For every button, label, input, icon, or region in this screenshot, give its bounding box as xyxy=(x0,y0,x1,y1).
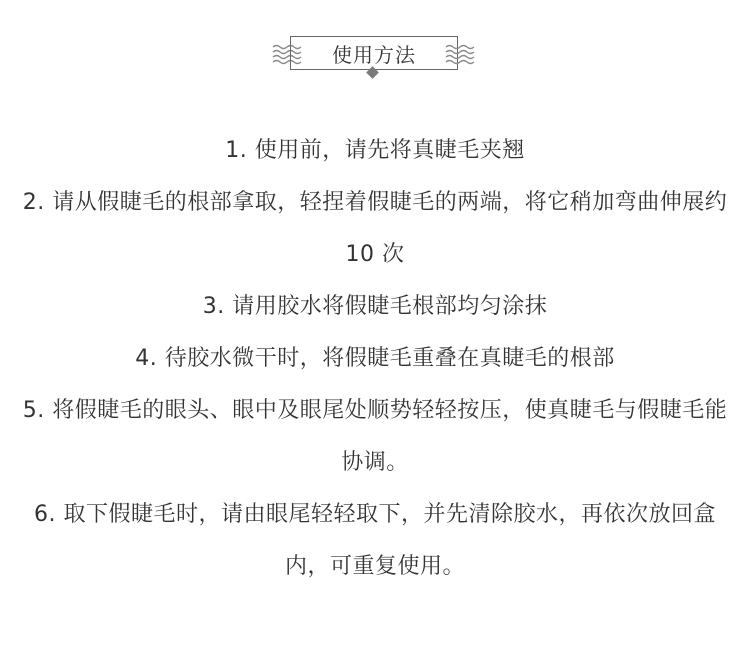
instruction-step-1: 1. 使用前，请先将真睫毛夹翘 xyxy=(225,138,525,163)
instruction-step-5: 5. 将假睫毛的眼头、眼中及眼尾处顺势轻轻按压，使真睫毛与假睫毛能协调。 xyxy=(22,398,728,475)
instruction-step-2: 2. 请从假睫毛的根部拿取，轻捏着假睫毛的两端，将它稍加弯曲伸展约 10 次 xyxy=(22,190,728,267)
instruction-step-3: 3. 请用胶水将假睫毛根部均匀涂抹 xyxy=(202,294,548,319)
title-frame xyxy=(290,36,458,70)
page-title: 使用方法 xyxy=(332,42,416,67)
section-header xyxy=(0,36,750,80)
instruction-list xyxy=(15,125,735,593)
instruction-step-4: 4. 待胶水微干时，将假睫毛重叠在真睫毛的根部 xyxy=(135,346,615,371)
wave-lines-icon xyxy=(445,43,477,65)
instruction-step-6: 6. 取下假睫毛时，请由眼尾轻轻取下，并先清除胶水，再依次放回盒内，可重复使用。 xyxy=(34,502,716,579)
